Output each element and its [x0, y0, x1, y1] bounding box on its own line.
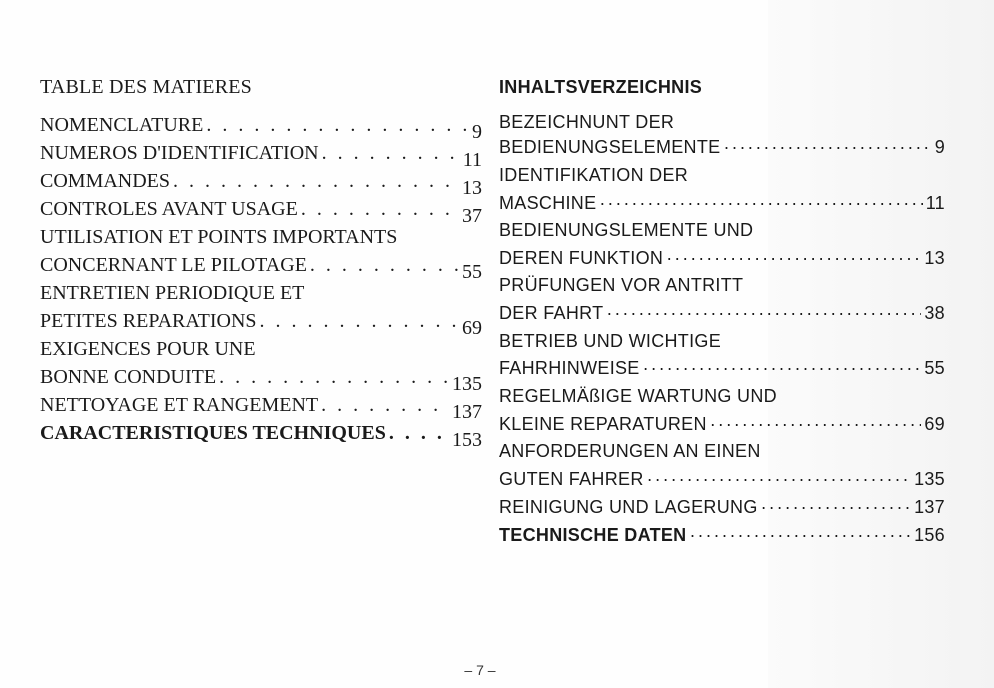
entry-label: EXIGENCES POUR UNE	[40, 338, 256, 360]
entry-label: IDENTIFIKATION DER	[499, 165, 689, 185]
leader-dots	[206, 114, 469, 137]
leader-dots	[599, 193, 922, 214]
toc-entry	[499, 414, 945, 435]
entry-label: BONNE CONDUITE	[40, 366, 217, 388]
toc-entry	[499, 525, 945, 546]
leader-dots	[301, 198, 459, 221]
entry-label: REINIGUNG UND LAGERUNG	[499, 497, 758, 517]
leader-dots	[173, 170, 459, 193]
leader-dots	[761, 497, 911, 518]
leader-dots	[643, 358, 922, 379]
toc-entry	[499, 303, 945, 324]
leader-dots	[219, 366, 449, 389]
entry-page: 135	[452, 373, 482, 395]
toc-entry	[499, 469, 945, 490]
entry-label: COMMANDES	[40, 170, 171, 192]
entry-label: CONTROLES AVANT USAGE	[40, 198, 298, 220]
entry-label: UTILISATION ET POINTS IMPORTANTS	[40, 226, 398, 248]
leader-dots	[647, 469, 911, 490]
entry-label: BEDIENUNGSELEMENTE	[499, 137, 721, 157]
toc-entry	[40, 114, 482, 143]
entry-label: ENTRETIEN PERIODIQUE ET	[40, 282, 305, 304]
entry-label: FAHRHINWEISE	[499, 358, 640, 378]
entry-page: 38	[924, 303, 945, 323]
toc-entry	[40, 366, 482, 395]
toc-entry	[499, 137, 945, 158]
entry-label: ANFORDERUNGEN AN EINEN	[499, 441, 761, 461]
entry-page: 137	[452, 401, 482, 423]
entry-page: 69	[462, 317, 482, 339]
entry-page: 69	[924, 414, 945, 434]
entry-label: BEDIENUNGSLEMENTE UND	[499, 220, 754, 240]
entry-page: 156	[914, 525, 945, 545]
leader-dots	[389, 422, 449, 445]
entry-label: CARACTERISTIQUES TECHNIQUES	[40, 422, 386, 444]
leader-dots	[310, 254, 459, 277]
toc-entry	[40, 170, 482, 199]
entry-page: 9	[472, 121, 482, 143]
toc-entry	[40, 394, 482, 423]
french-heading: TABLE DES MATIERES	[40, 76, 252, 98]
toc-entry	[499, 358, 945, 379]
entry-label: NUMEROS D'IDENTIFICATION	[40, 142, 319, 164]
entry-label: CONCERNANT LE PILOTAGE	[40, 254, 307, 276]
entry-page: 55	[462, 261, 482, 283]
entry-label: DEREN FUNKTION	[499, 248, 664, 268]
entry-label: BETRIEB UND WICHTIGE	[499, 331, 722, 351]
toc-entry	[40, 310, 482, 339]
leader-dots	[321, 394, 449, 417]
entry-label: DER FAHRT	[499, 303, 604, 323]
toc-entry	[40, 142, 482, 171]
entry-label: PRÜFUNGEN VOR ANTRITT	[499, 275, 744, 295]
entry-page: 135	[914, 469, 945, 489]
entry-page: 9	[934, 137, 945, 157]
leader-dots	[260, 310, 459, 333]
entry-label: BEZEICHNUNT DER	[499, 112, 675, 132]
entry-label: NETTOYAGE ET RANGEMENT	[40, 394, 319, 416]
leader-dots	[606, 303, 921, 324]
entry-page: 13	[924, 248, 945, 268]
entry-label: NOMENCLATURE	[40, 114, 204, 136]
entry-label: PETITES REPARATIONS	[40, 310, 257, 332]
toc-entry	[40, 198, 482, 227]
leader-dots	[723, 137, 931, 158]
entry-page: 37	[462, 205, 482, 227]
leader-dots	[666, 248, 921, 269]
toc-entry	[499, 497, 945, 518]
entry-page: 11	[462, 149, 482, 171]
leader-dots	[689, 525, 911, 546]
leader-dots	[322, 142, 460, 165]
toc-entry	[499, 193, 945, 214]
toc-entry	[40, 254, 482, 283]
entry-page: 13	[462, 177, 482, 199]
toc-entry	[40, 422, 482, 451]
entry-label: MASCHINE	[499, 193, 597, 213]
toc-entry	[499, 248, 945, 269]
german-heading: INHALTSVERZEICHNIS	[499, 77, 703, 97]
entry-page: 11	[925, 193, 945, 213]
entry-label: KLEINE REPARATUREN	[499, 414, 707, 434]
entry-page: 153	[452, 429, 482, 451]
entry-label: TECHNISCHE DATEN	[499, 525, 687, 545]
entry-page: 137	[914, 497, 945, 517]
entry-label: GUTEN FAHRER	[499, 469, 644, 489]
entry-page: 55	[924, 358, 945, 378]
entry-label: REGELMÄßIGE WARTUNG UND	[499, 386, 777, 406]
page-shade	[768, 0, 994, 688]
leader-dots	[710, 414, 922, 435]
page-number: – 7 –	[464, 662, 496, 678]
